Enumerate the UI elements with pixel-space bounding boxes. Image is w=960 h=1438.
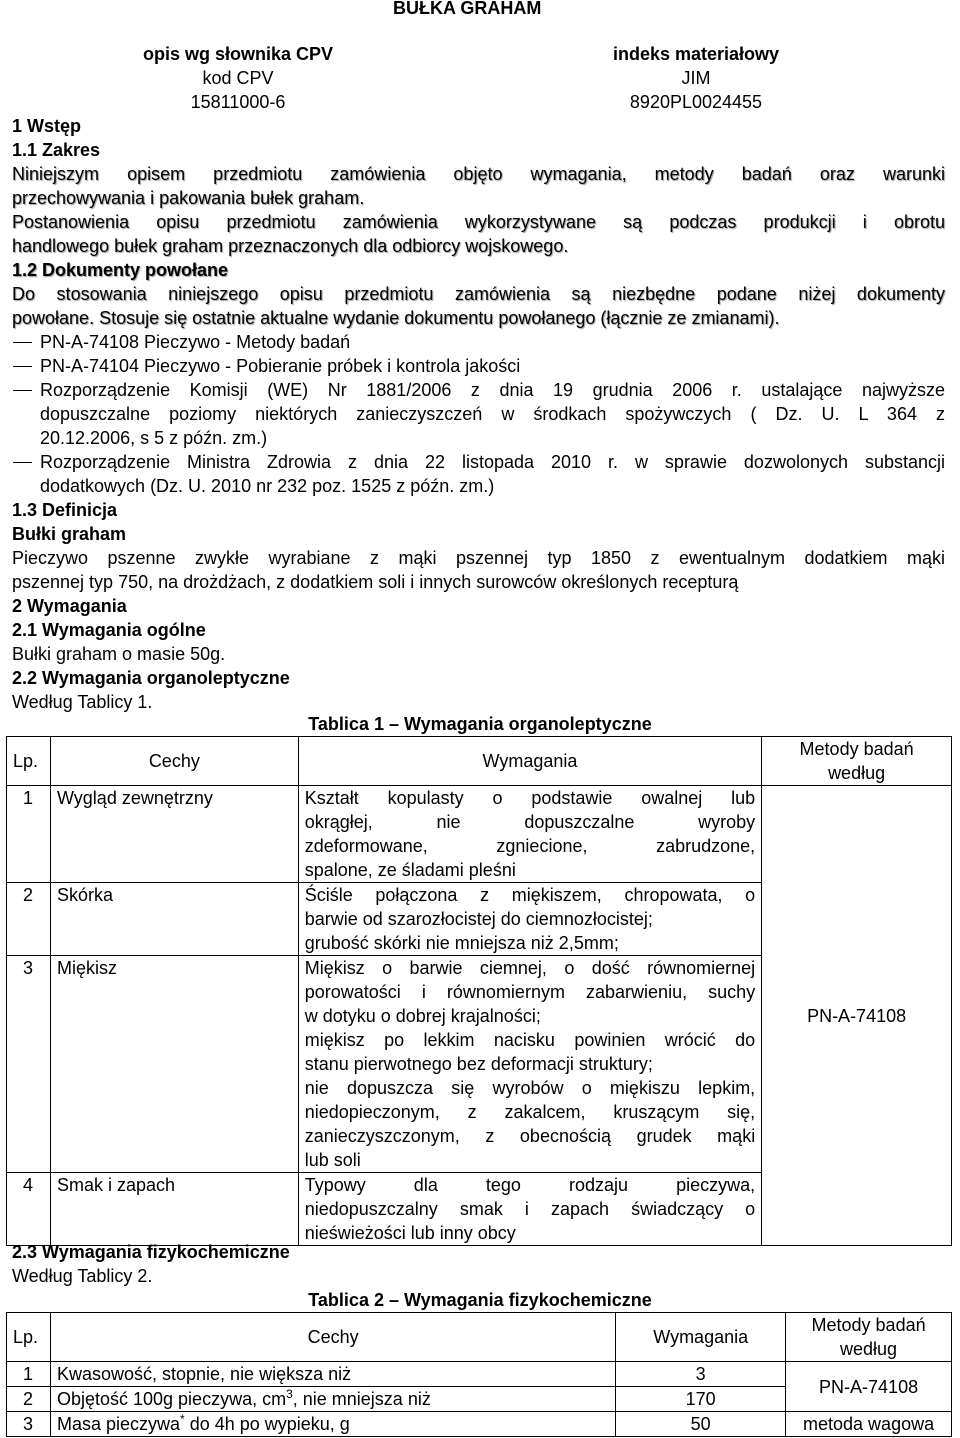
row-lp: 2 [7,1387,51,1412]
row-value: 50 [616,1412,786,1437]
row-value: 170 [616,1387,786,1412]
table-1-caption: Tablica 1 – Wymagania organoleptyczne [308,714,652,734]
definition-line: Pieczywo pszenne zwykłe wyrabiane z mąki pszennej typ 1850 z ewentualnym dodatkiem mąki [12,548,945,568]
definition-line: pszennej typ 750, na drożdżach, z dodatkiem soli i innych surowców określonych recepturą [12,572,739,592]
section-1-heading: 1 Wstęp [12,116,82,136]
row-lp: 2 [7,883,51,956]
table-1-reference: Według Tablicy 1. [12,692,153,712]
section-1-2-heading: 1.2 Dokumenty powołane [12,260,229,280]
row-requirement: Ściśle połączona z miękiszem, chropowata, o barwie od szarozłocistej do ciemnozłocistej; grubość skórki nie mniejsza niż 2,5mm; [298,883,761,956]
row-requirement: Kształt kopulasty o podstawie owalnej lub okrągłej, nie dopuszczalne wyroby zdeformowane, zgniecione, zabrudzone, spalone, ze śladami pleśni [298,786,761,883]
header-metody: Metody badań według [762,737,952,786]
document-item: Rozporządzenie Komisji (WE) Nr 1881/2006 z dnia 19 grudnia 2006 r. ustalające najwyższe dopuszczalne poziomy niektórych zanieczyszczeń w środkach spożywczych ( Dz. U. L 364 z 20.12.2006, s 5 z późn. zm.) [40,380,945,448]
list-dash [13,366,32,367]
row-lp: 1 [7,786,51,883]
docs-intro-line: Do stosowania niniejszego opisu przedmiotu zamówienia są niezbędne podane niżej dokumenty [12,284,945,304]
row-cecha: Objętość 100g pieczywa, $cm^3$, nie mniejsza niż [50,1387,615,1412]
method-cell: PN-A-74108 [786,1362,952,1412]
cpv-code: 15811000-6 [190,92,286,112]
section-1-3-heading: 1.3 Definicja [12,500,118,520]
table-row [7,1362,952,1387]
section-2-2-heading: 2.2 Wymagania organoleptyczne [12,668,290,688]
header-cechy: Cechy [50,737,298,786]
method-cell: metoda wagowa [786,1412,952,1437]
index-code: 8920PL0024455 [629,92,763,112]
table-2 [6,1312,952,1437]
cpv-label: kod CPV [202,68,274,88]
docs-intro-line: powołane. Stosuje się ostatnie aktualne wydanie dokumentu powołanego (łącznie ze zmianami). [12,308,780,328]
table-1 [6,736,952,1246]
section-2-3-heading: 2.3 Wymagania fizykochemiczne [12,1242,290,1262]
list-dash [13,390,32,391]
header-wymagania: Wymagania [616,1313,786,1362]
scope-line: przechowywania i pakowania bułek graham. [12,188,365,208]
row-lp: 4 [7,1173,51,1246]
method-cell: PN-A-74108 [762,786,952,1246]
general-requirement: Bułki graham o masie 50g. [12,644,226,664]
list-dash [13,462,32,463]
row-cecha: Smak i zapach [50,1173,298,1246]
row-cecha: Miękisz [50,956,298,1173]
scope-line: Niniejszym opisem przedmiotu zamówienia objęto wymagania, metody badań oraz warunki [12,164,945,184]
table-2-caption: Tablica 2 – Wymagania fizykochemiczne [308,1290,652,1310]
header-lp: Lp. [7,737,51,786]
row-cecha: Skórka [50,883,298,956]
section-1-1-heading: 1.1 Zakres [12,140,101,160]
table-2-reference: Według Tablicy 2. [12,1266,153,1286]
section-2-heading: 2 Wymagania [12,596,127,616]
table-header-row [7,1313,952,1362]
row-cecha: Kwasowość, stopnie, nie większa niż [50,1362,615,1387]
index-label: JIM [681,68,711,88]
document-item: Rozporządzenie Ministra Zdrowia z dnia 22 listopada 2010 r. w sprawie dozwolonych substancji dodatkowych (Dz. U. 2010 nr 232 poz. 1525 z późn. zm.) [40,452,945,496]
list-dash [13,342,32,343]
header-wymagania: Wymagania [298,737,761,786]
document-title: BUŁKA GRAHAM [393,0,542,18]
row-cecha: Wygląd zewnętrzny [50,786,298,883]
document-item: PN-A-74108 Pieczywo - Metody badań [40,332,351,352]
header-cechy: Cechy [50,1313,615,1362]
row-lp: 3 [7,1412,51,1437]
scope-line: Postanowienia opisu przedmiotu zamówienia wykorzystywane są podczas produkcji i obrotu [12,212,945,232]
row-requirement: Typowy dla tego rodzaju pieczywa, niedopuszczalny smak i zapach świadczący o nieświeżości lub inny obcy [298,1173,761,1246]
section-2-1-heading: 2.1 Wymagania ogólne [12,620,206,640]
scope-line: handlowego bułek graham przeznaczonych dla odbiorcy wojskowego. [12,236,569,256]
row-lp: 3 [7,956,51,1173]
document-item: PN-A-74104 Pieczywo - Pobieranie próbek i kontrola jakości [40,356,521,376]
cpv-title: opis wg słownika CPV [142,44,334,64]
index-title: indeks materiałowy [612,44,780,64]
row-lp: 1 [7,1362,51,1387]
table-row [7,1412,952,1437]
row-requirement: Miękisz o barwie ciemnej, o dość równomiernej porowatości i równomiernym zabarwieniu, suchy w dotyku o dobrej krajalności; miękisz po lekkim nacisku powinien wrócić do stanu pierwotnego bez deformacji struktury; nie dopuszcza się wyrobów o miękiszu lepkim, niedopieczonym, z zakalcem, kruszącym się, zanieczyszczonym, z obecnością grudek mąki lub soli [298,956,761,1173]
header-lp: Lp. [7,1313,51,1362]
table-header-row [7,737,952,786]
header-metody: Metody badań według [786,1313,952,1362]
row-value: 3 [616,1362,786,1387]
definition-term: Bułki graham [12,524,127,544]
row-cecha: Masa pieczywa* do 4h po wypieku, g [50,1412,615,1437]
table-row [7,786,952,883]
